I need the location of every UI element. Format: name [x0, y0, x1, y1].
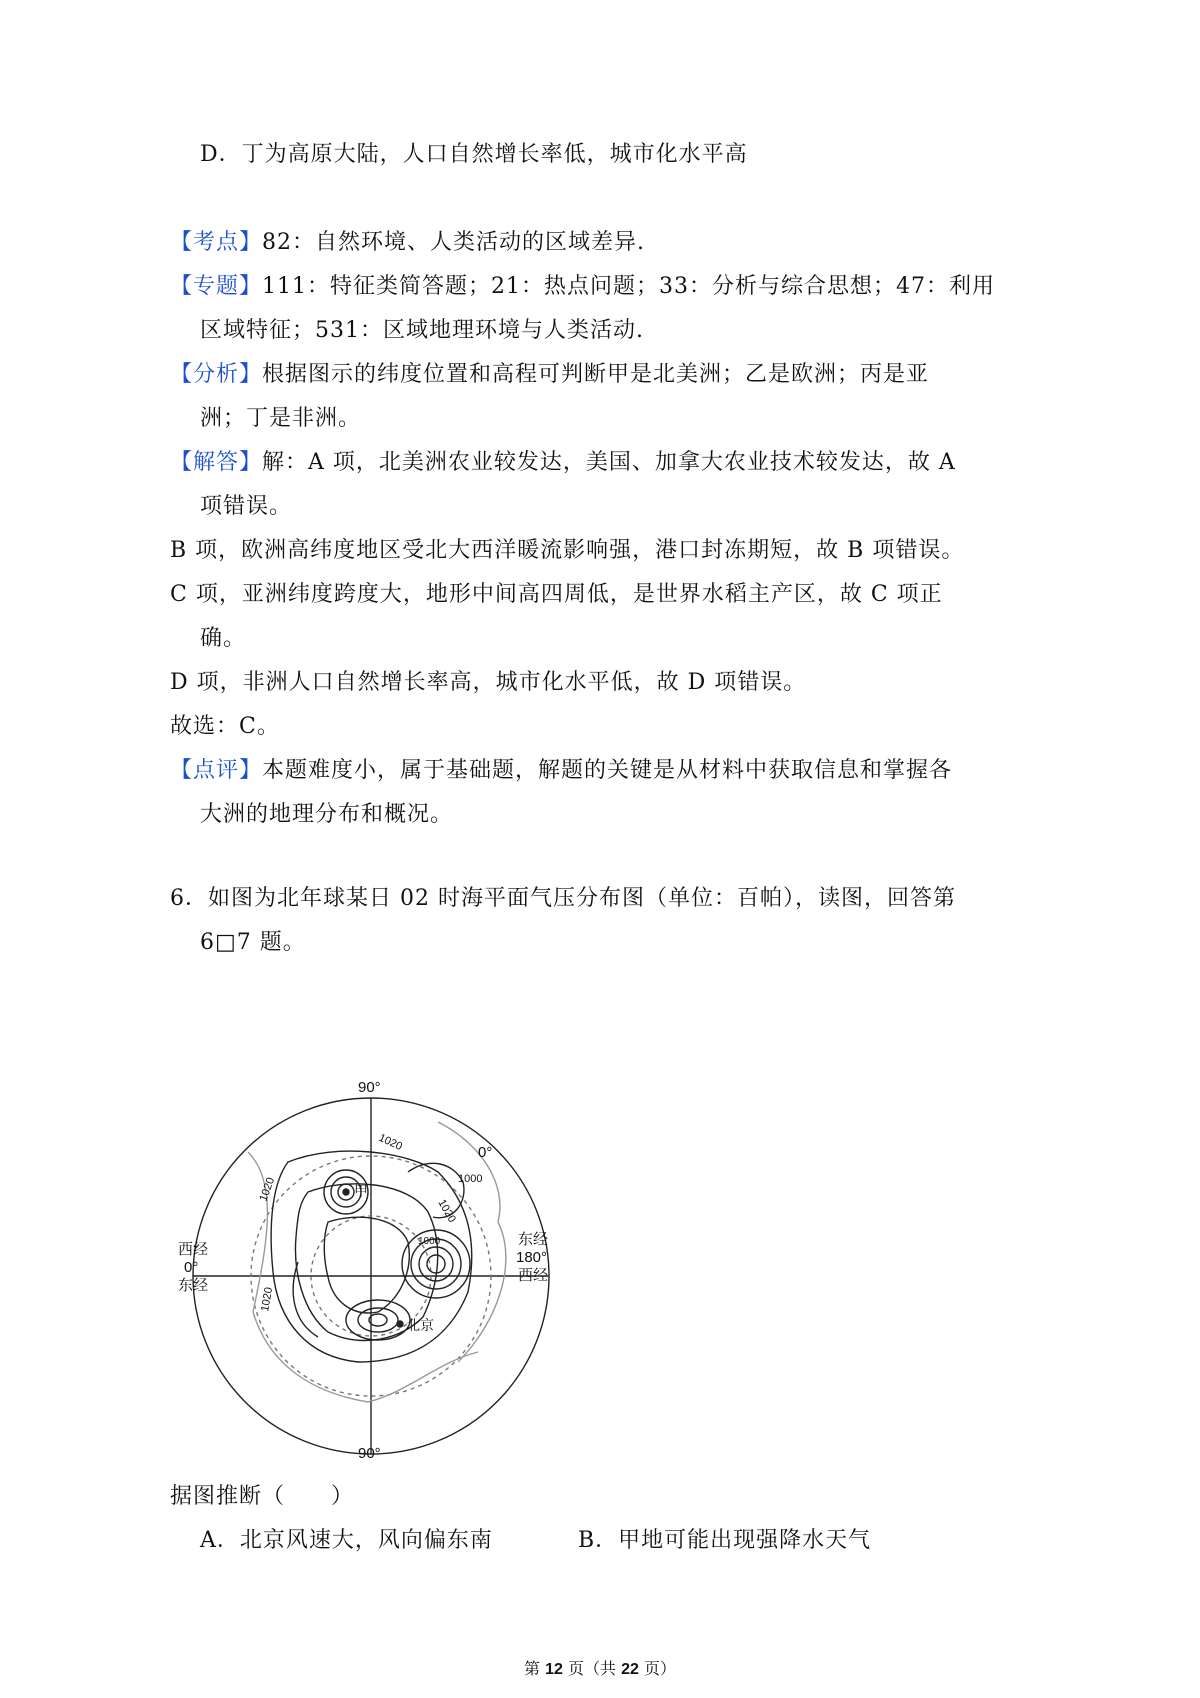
label-1020-d: 1020: [435, 1197, 459, 1225]
kaodian-text: 82：自然环境、人类活动的区域差异.: [262, 230, 646, 255]
zhuanti-line1: 111：特征类简答题；21：热点问题；33：分析与综合思想；47：利用: [262, 274, 995, 299]
footer-suffix: 页）: [643, 1659, 676, 1678]
label-1000: 1000: [458, 1173, 483, 1185]
label-180-deg: 180°: [516, 1249, 548, 1266]
question-6-line2: 6□7 题。: [200, 930, 306, 955]
jieda-tag: 【解答】: [170, 450, 263, 475]
kaodian-section: [170, 228, 645, 258]
dianping-line1: 本题难度小，属于基础题，解题的关键是从材料中获取信息和掌握各: [262, 758, 953, 783]
jieda-c1: C 项，亚洲纬度跨度大，地形中间高四周低，是世界水稻主产区，故 C 项正: [170, 582, 943, 607]
label-beijing: 北京: [406, 1317, 434, 1333]
label-1020-a: 1020: [376, 1131, 404, 1154]
fenxi-line1: 根据图示的纬度位置和高程可判断甲是北美洲；乙是欧洲；丙是亚: [262, 362, 930, 387]
jieda-line2: 项错误。: [200, 494, 293, 519]
jia-point: [343, 1189, 349, 1195]
fenxi-tag: 【分析】: [170, 362, 263, 387]
label-west-longitude-right: 西经: [518, 1267, 549, 1284]
label-zero-deg: 0°: [478, 1144, 493, 1161]
isobar-east-4: [427, 1255, 445, 1273]
footer-total-pages: 22: [621, 1661, 639, 1678]
footer-prefix: 第: [523, 1659, 540, 1678]
label-top-90: 90°: [358, 1079, 381, 1096]
page-footer: [0, 1658, 1200, 1681]
pressure-map-svg: [178, 1062, 610, 1460]
label-1020-c: 1020: [259, 1286, 276, 1313]
label-east-longitude-right: 东经: [518, 1231, 549, 1248]
jieda-line1: 解：A 项，北美洲农业较发达，美国、加拿大农业技术较发达，故 A: [262, 450, 956, 475]
fenxi-section: [170, 360, 929, 390]
label-jia: 甲: [354, 1183, 368, 1199]
kaodian-tag: 【考点】: [170, 230, 263, 255]
jieda-b: B 项，欧洲高纬度地区受北大西洋暖流影响强，港口封冻期短，故 B 项错误。: [170, 538, 965, 563]
isobar-beijing-1: [346, 1300, 410, 1340]
jieda-section: [170, 448, 956, 478]
label-1020-b: 1020: [257, 1175, 278, 1204]
jieda-c2: 确。: [200, 626, 247, 651]
isobar-1000-inner: [324, 1217, 409, 1313]
label-east-longitude-left: 东经: [178, 1277, 209, 1294]
pressure-map-figure: [178, 1062, 610, 1460]
dianping-section: [170, 756, 952, 786]
footer-mid: 页（共: [567, 1659, 616, 1678]
fenxi-line2: 洲；丁是非洲。: [200, 406, 362, 431]
option-b: B．甲地可能出现强降水天气: [578, 1528, 872, 1553]
question-6-stem: 据图推断（ ）: [170, 1484, 355, 1509]
option-d-previous: D．丁为高原大陆，人口自然增长率低，城市化水平高: [200, 142, 748, 167]
question-6-line1: 6．如图为北年球某日 02 时海平面气压分布图（单位：百帕），读图，回答第: [170, 886, 956, 911]
jieda-answer: 故选：C。: [170, 714, 280, 739]
zhuanti-tag: 【专题】: [170, 274, 263, 299]
jieda-d: D 项，非洲人口自然增长率高，城市化水平低，故 D 项错误。: [170, 670, 807, 695]
zhuanti-line2: 区域特征；531：区域地理环境与人类活动.: [200, 318, 644, 343]
zhuanti-section: [170, 272, 995, 302]
label-1000-b: 1000: [418, 1236, 441, 1247]
option-a: A．北京风速大，风向偏东南: [200, 1528, 493, 1553]
label-zero-deg-left: 0°: [184, 1259, 199, 1276]
dianping-line2: 大洲的地理分布和概况。: [200, 802, 454, 827]
dianping-tag: 【点评】: [170, 758, 263, 783]
label-west-longitude: 西经: [178, 1241, 209, 1258]
beijing-point: [397, 1321, 403, 1327]
label-bottom-90: 90°: [358, 1445, 381, 1460]
footer-page-number: 12: [545, 1661, 563, 1678]
isobar-beijing-3: [369, 1314, 387, 1326]
